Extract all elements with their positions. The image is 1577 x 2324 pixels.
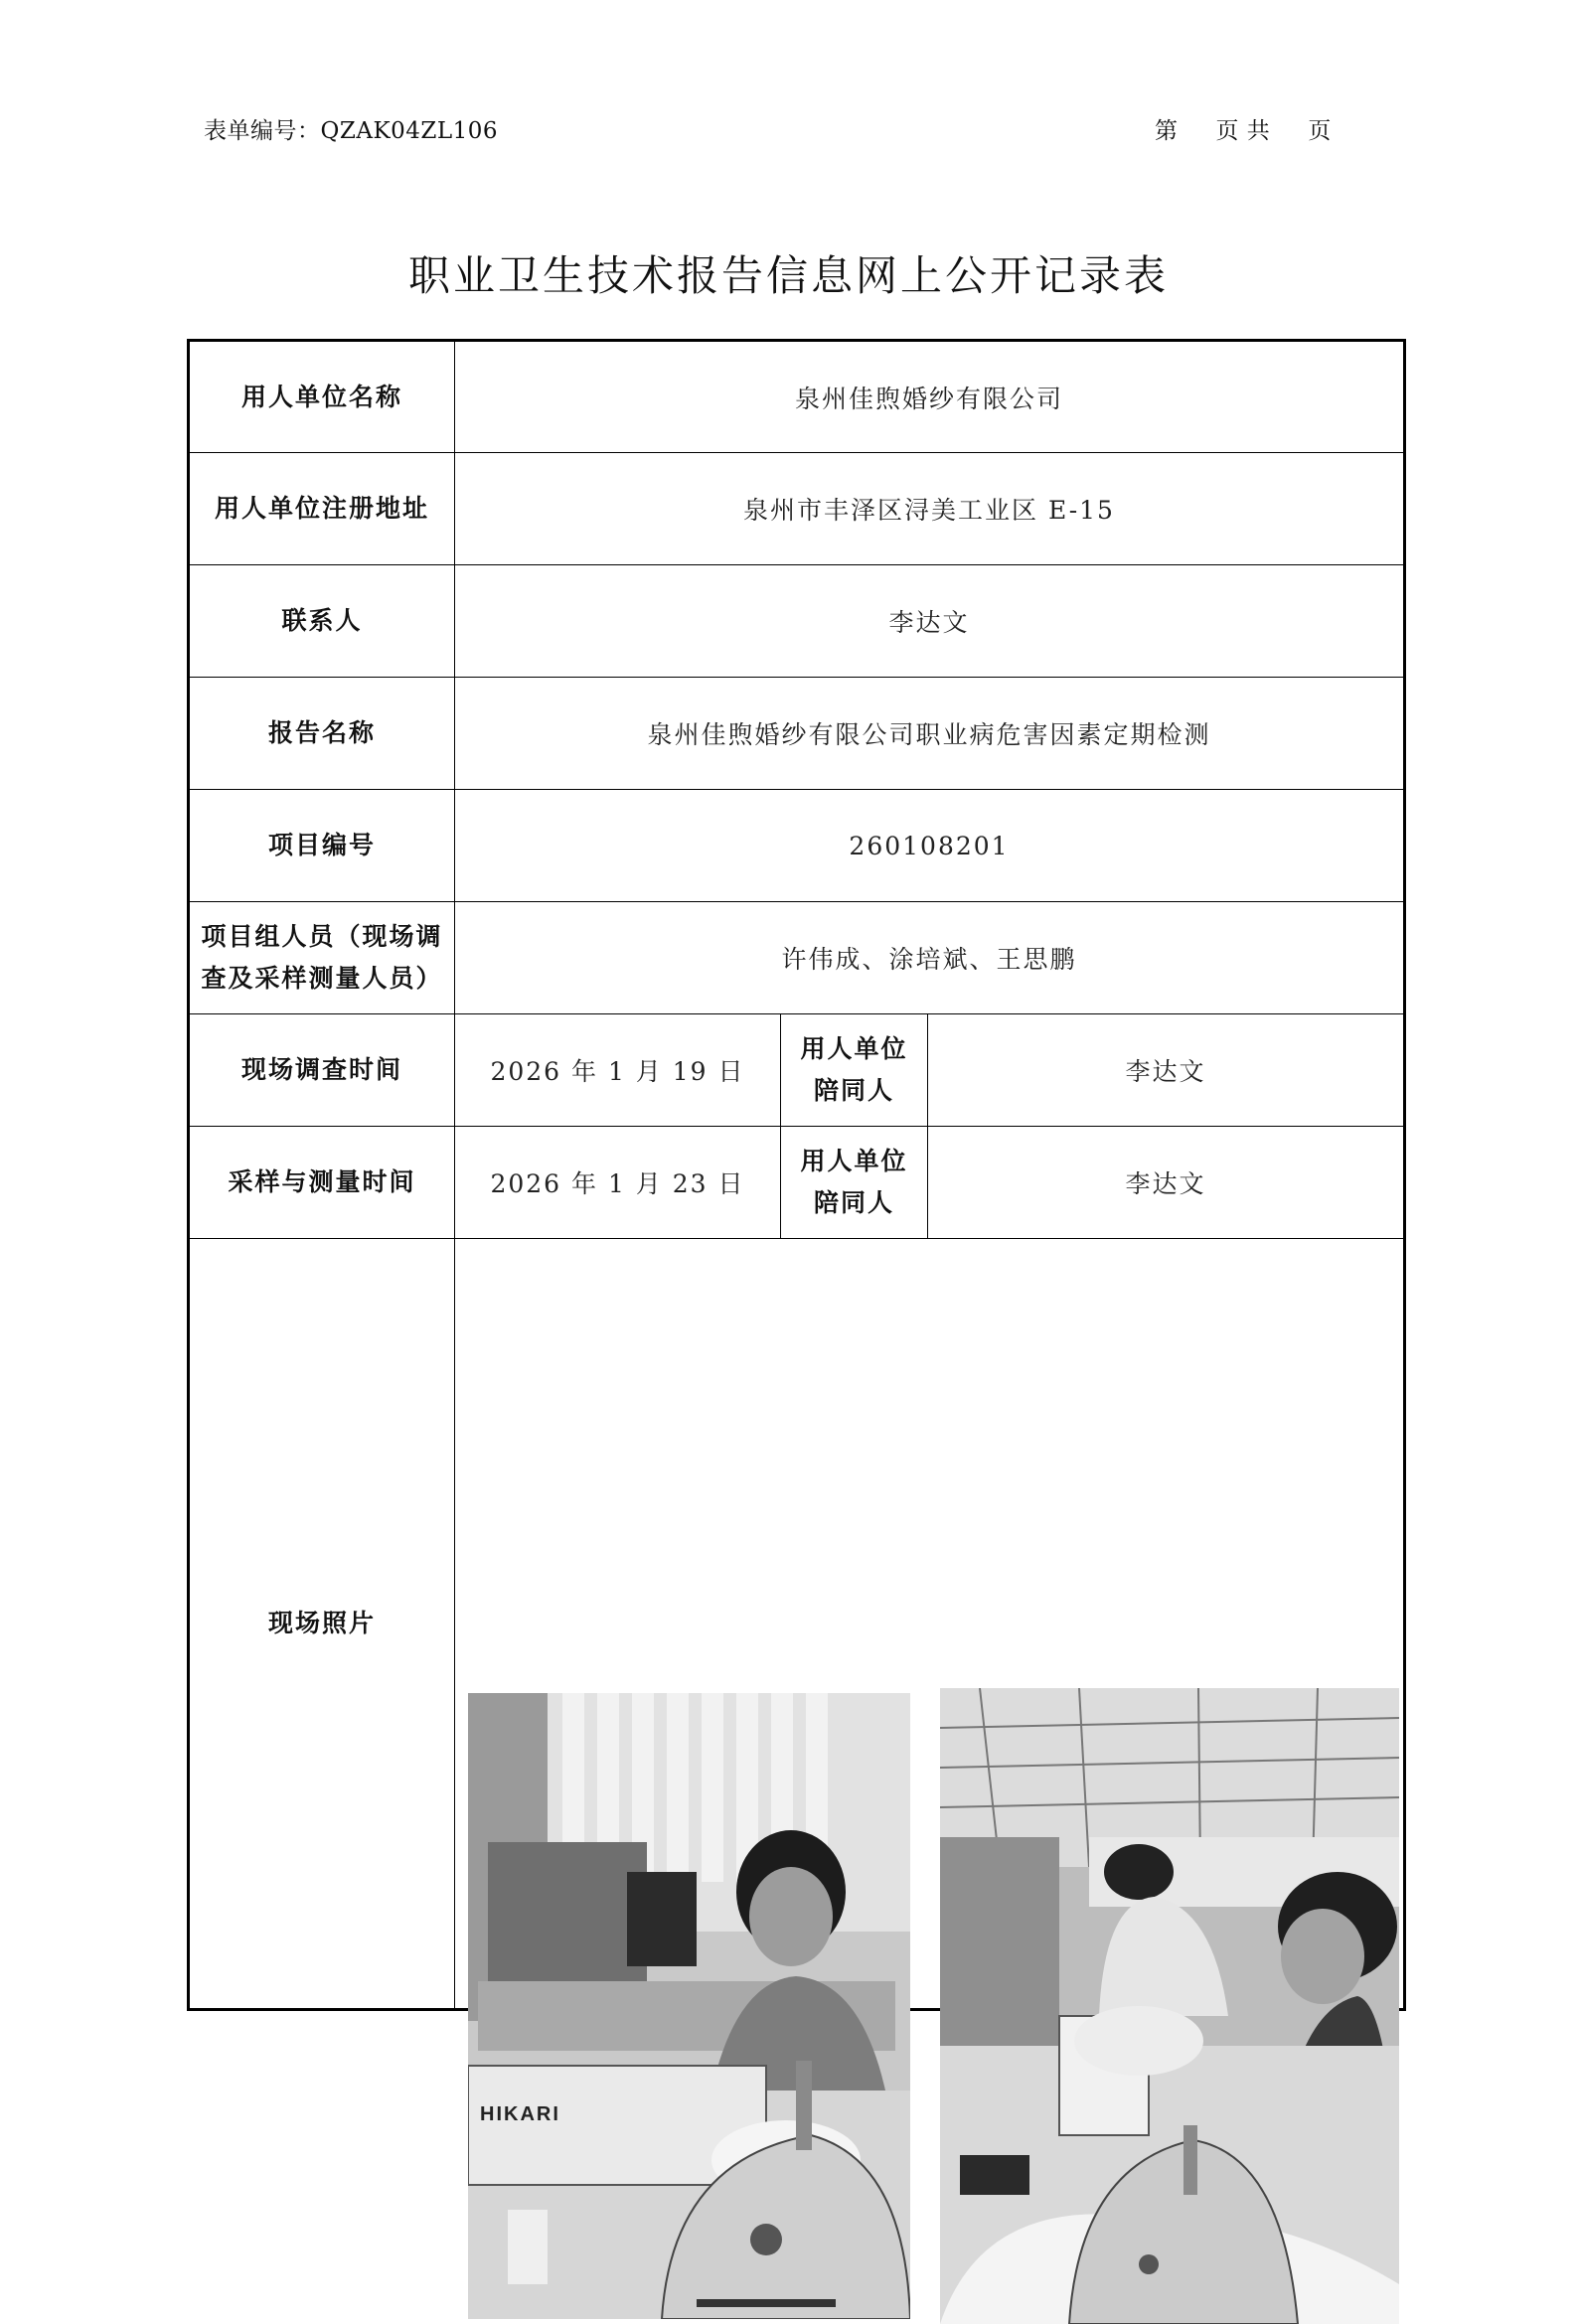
survey-time-value: 2026 年 1 月 19 日 [455, 1014, 781, 1127]
row-site-photos [189, 1239, 1405, 2010]
site-photo-2 [940, 1688, 1399, 2324]
employer-address-value: 泉州市丰泽区浔美工业区 E-15 [455, 453, 1405, 565]
page-title: 职业卫生技术报告信息网上公开记录表 [407, 251, 1169, 300]
sampling-escort-value: 李达文 [928, 1127, 1405, 1239]
report-name-value: 泉州佳煦婚纱有限公司职业病危害因素定期检测 [455, 678, 1405, 790]
row-survey-time [189, 1014, 1405, 1127]
employer-name-label: 用人单位名称 [189, 341, 455, 453]
project-number-label: 项目编号 [189, 790, 455, 902]
team-members-label-line2: 查及采样测量人员） [201, 964, 443, 993]
report-name-label: 报告名称 [189, 678, 455, 790]
survey-escort-value: 李达文 [928, 1014, 1405, 1127]
form-number: 表单编号：QZAK04ZL106 [204, 118, 499, 144]
row-employer-name [189, 341, 1405, 453]
row-report-name [189, 678, 1405, 790]
project-number-value: 260108201 [455, 790, 1405, 902]
sampling-escort-label [781, 1127, 928, 1239]
sampling-escort-label-line1: 用人单位 [800, 1147, 908, 1175]
survey-time-label: 现场调查时间 [189, 1014, 455, 1127]
site-photos-cell [455, 1239, 1405, 2125]
record-table [187, 339, 1406, 2125]
site-photo-2-image [940, 1688, 1399, 2324]
sampling-escort-label-line2: 陪同人 [813, 1188, 894, 1217]
site-photo-1 [468, 1693, 910, 2319]
row-project-number [189, 790, 1405, 902]
row-sampling-time [189, 1127, 1405, 1239]
page-di: 第 [1155, 118, 1179, 144]
survey-escort-label [781, 1014, 928, 1127]
team-members-label [189, 902, 455, 1014]
survey-escort-label-line2: 陪同人 [813, 1076, 894, 1105]
row-employer-address [189, 453, 1405, 565]
row-contact [189, 565, 1405, 678]
row-team-members [189, 902, 1405, 1014]
contact-value: 李达文 [455, 565, 1405, 678]
survey-escort-label-line1: 用人单位 [800, 1034, 908, 1063]
page-ye-gong: 页 共 [1215, 118, 1271, 144]
site-photo-1-image [468, 1693, 910, 2319]
employer-name-value: 泉州佳煦婚纱有限公司 [455, 341, 1405, 453]
page-counter [1155, 112, 1332, 145]
sewing-machine-brand: HIKARI [480, 2103, 560, 2125]
employer-address-label: 用人单位注册地址 [189, 453, 455, 565]
site-photos-label: 现场照片 [189, 1239, 455, 2010]
page-ye: 页 [1308, 118, 1332, 144]
sampling-time-label: 采样与测量时间 [189, 1127, 455, 1239]
team-members-label-line1: 项目组人员（现场调 [201, 922, 443, 951]
contact-label: 联系人 [189, 565, 455, 678]
sampling-time-value: 2026 年 1 月 23 日 [455, 1127, 781, 1239]
team-members-value: 许伟成、涂培斌、王思鹏 [455, 902, 1405, 1014]
